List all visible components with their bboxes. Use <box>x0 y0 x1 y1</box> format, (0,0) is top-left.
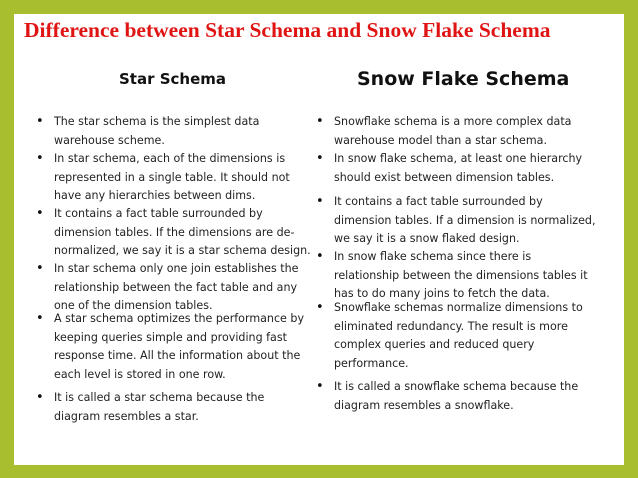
list-item: • In star schema only one join establishes the relationship between the fact table and any one of the dimension tables. <box>36 260 311 316</box>
list-item: • In snow flake schema since there is relationship between the dimensions tables it has to do many joins to fetch the data. <box>316 248 599 304</box>
snowflake-schema-heading: Snow Flake Schema <box>357 68 570 90</box>
list-item: • It is called a star schema because the diagram resembles a star. <box>36 389 311 426</box>
list-item: • It is called a snowflake schema because the diagram resembles a snowflake. <box>316 378 599 415</box>
list-item: • In star schema, each of the dimensions is represented in a single table. It should not have any hierarchies between dims. <box>36 150 311 206</box>
list-item: • In snow flake schema, at least one hierarchy should exist between dimension tables. <box>316 150 599 187</box>
list-item: • It contains a fact table surrounded by dimension tables. If a dimension is normalized, we say it is a snow flaked design. <box>316 193 599 249</box>
list-item: • The star schema is the simplest data warehouse scheme. <box>36 113 311 150</box>
slide <box>14 14 624 465</box>
list-item: • Snowflake schemas normalize dimensions to eliminated redundancy. The result is more complex queries and reduced query performance. <box>316 299 599 373</box>
list-item: • A star schema optimizes the performance by keeping queries simple and providing fast response time. All the information about the each level is stored in one row. <box>36 310 311 384</box>
list-item: • It contains a fact table surrounded by dimension tables. If the dimensions are de-normalized, we say it is a star schema design. <box>36 205 311 261</box>
slide-title: Difference between Star Schema and Snow Flake Schema <box>24 18 551 42</box>
star-schema-heading: Star Schema <box>119 70 227 88</box>
list-item: • Snowflake schema is a more complex data warehouse model than a star schema. <box>316 113 599 150</box>
